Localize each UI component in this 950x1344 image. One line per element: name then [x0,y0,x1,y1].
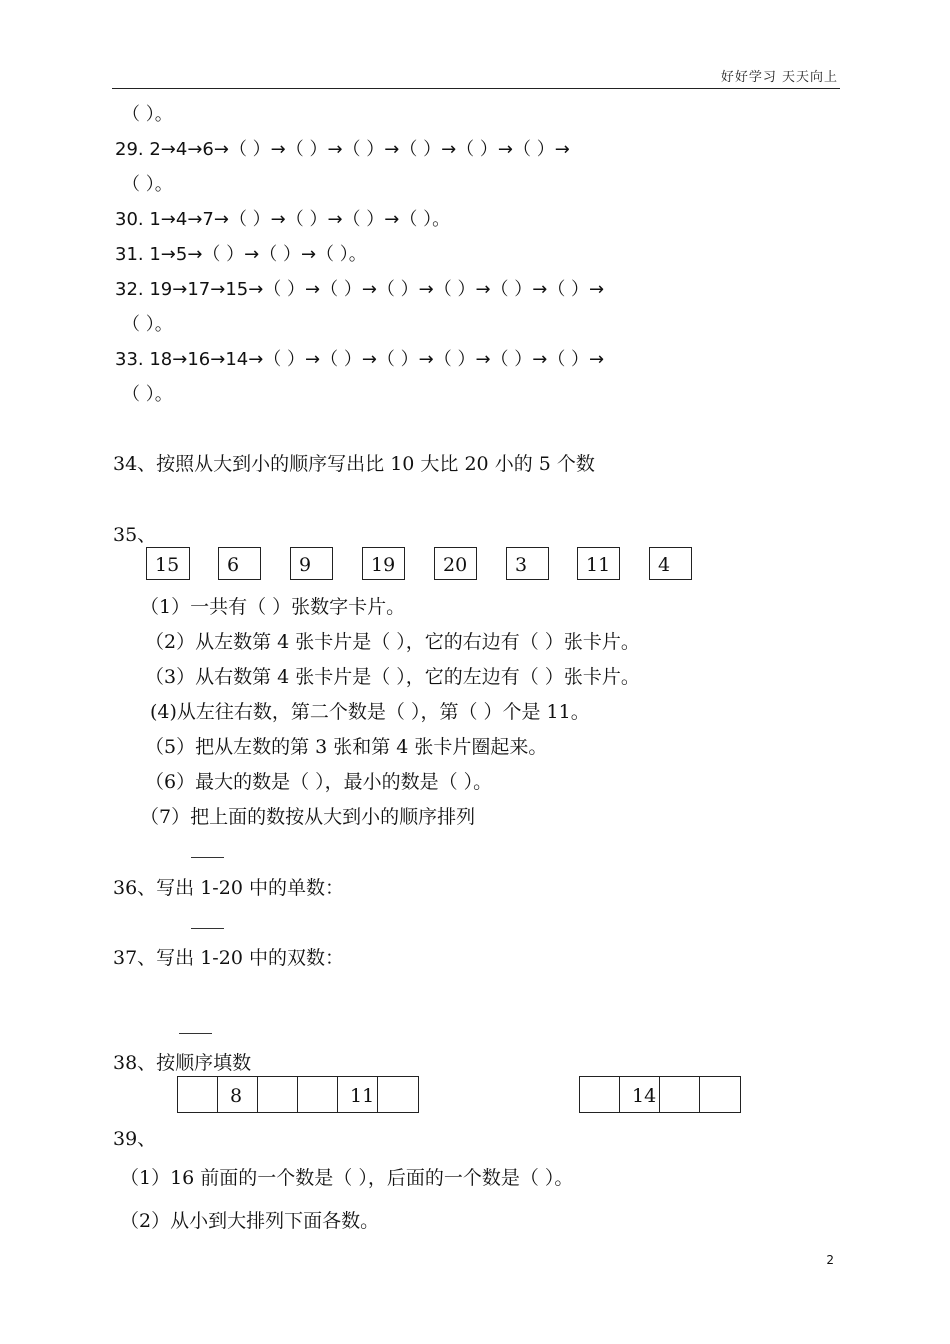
grid-cell [178,1077,218,1112]
q38-prompt: 38、按顺序填数 [113,1052,252,1074]
grid-cell: 14 [620,1077,660,1112]
fill-number-grid-1 [177,1076,419,1113]
q35-item-5: （5）把从左数的第 3 张和第 4 张卡片圈起来。 [145,736,548,758]
q28-continuation: （ ）。 [122,104,173,125]
number-card: 19 [362,547,405,580]
q29-line2: （ ）。 [122,174,173,195]
page-number: 2 [826,1253,834,1267]
grid-cell [660,1077,700,1112]
q39-title: 39、 [113,1128,157,1150]
q35-item-6: （6）最大的数是（ ），最小的数是（ ）。 [145,771,493,793]
number-card: 15 [146,547,190,580]
q39-item-1: （1）16 前面的一个数是（ ），后面的一个数是（ ）。 [120,1167,574,1189]
q35-item-1: （1）一共有（ ）张数字卡片。 [140,596,406,618]
number-card: 4 [649,547,692,580]
grid-cell [378,1077,418,1112]
fill-number-grid-2 [579,1076,741,1113]
header-divider [112,88,840,89]
q35-item-2: （2）从左数第 4 张卡片是（ ），它的右边有（ ）张卡片。 [145,631,640,653]
q35-item-7: （7）把上面的数按从大到小的顺序排列 [140,806,476,828]
q35-item-4: (4)从左往右数，第二个数是（ ），第（ ）个是 11。 [150,701,590,723]
q32-line2: （ ）。 [122,314,173,335]
q35-title: 35、 [113,524,157,546]
q29-line1: 29. 2→4→6→（ ）→（ ）→（ ）→（ ）→（ ）→（ ）→ [115,139,570,160]
number-card: 3 [506,547,549,580]
grid-cell [580,1077,620,1112]
q30: 30. 1→4→7→（ ）→（ ）→（ ）→（ ）。 [115,209,451,230]
number-card: 20 [434,547,477,580]
q36-prompt: 36、写出 1-20 中的单数： [113,877,344,899]
grid-cell: 11 [338,1077,378,1112]
q37-prompt: 37、写出 1-20 中的双数： [113,947,344,969]
number-card: 11 [577,547,620,580]
number-card: 6 [218,547,261,580]
q31: 31. 1→5→（ ）→（ ）→（ ）。 [115,244,367,265]
q33-line1: 33. 18→16→14→（ ）→（ ）→（ ）→（ ）→（ ）→（ ）→ [115,349,605,370]
header-motto: 好好学习 天天向上 [720,70,838,85]
answer-blank-line [179,1033,212,1034]
q39-item-2: （2）从小到大排列下面各数。 [120,1210,380,1232]
grid-cell [700,1077,740,1112]
q35-item-3: （3）从右数第 4 张卡片是（ ），它的左边有（ ）张卡片。 [145,666,640,688]
answer-blank-line [191,928,224,929]
grid-cell [258,1077,298,1112]
q34-prompt: 34、按照从大到小的顺序写出比 10 大比 20 小的 5 个数 [113,453,595,475]
number-card: 9 [290,547,333,580]
grid-cell [298,1077,338,1112]
q32-line1: 32. 19→17→15→（ ）→（ ）→（ ）→（ ）→（ ）→（ ）→ [115,279,605,300]
q33-line2: （ ）。 [122,384,173,405]
answer-blank-line [191,857,224,858]
grid-cell: 8 [218,1077,258,1112]
